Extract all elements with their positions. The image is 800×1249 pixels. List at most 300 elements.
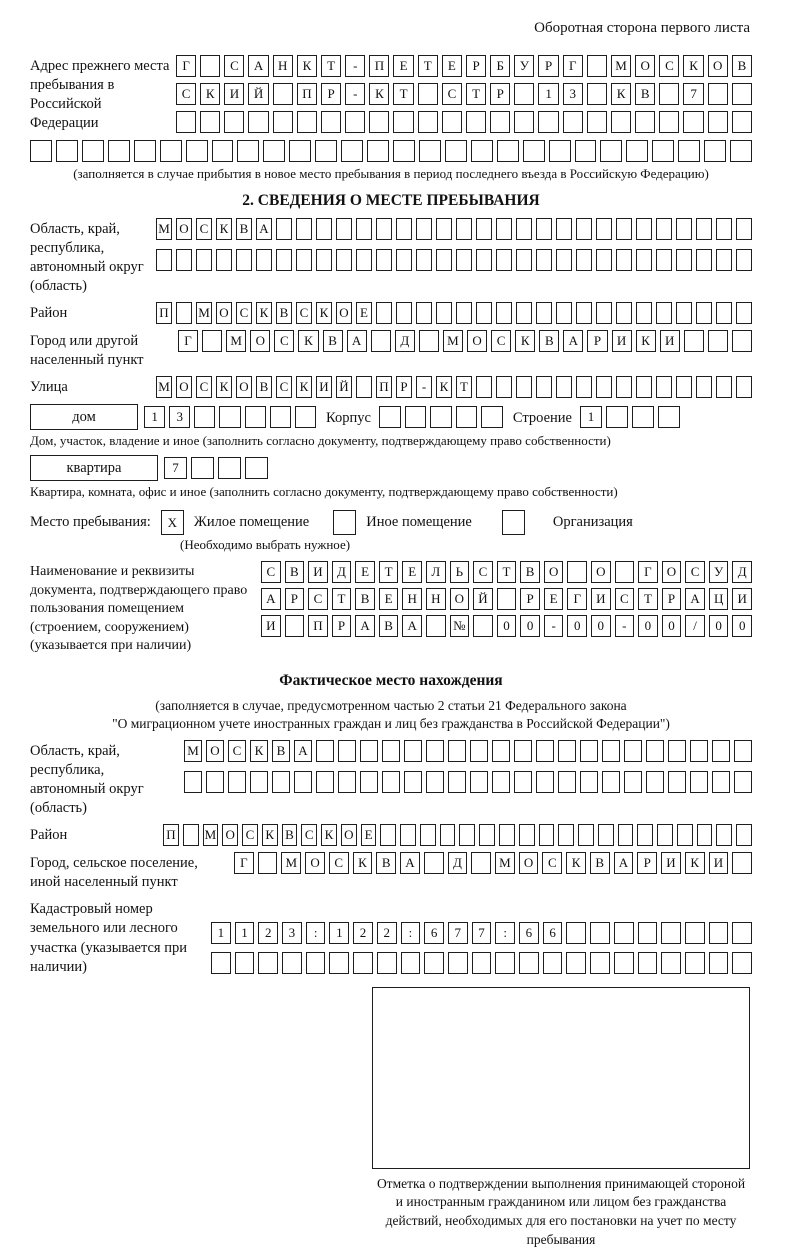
char-cell: А (402, 615, 422, 637)
page-side-note: Оборотная сторона первого листа (534, 20, 750, 36)
char-cell: Т (418, 55, 438, 77)
char-cell (496, 376, 512, 398)
char-cell (356, 249, 372, 271)
char-cell (709, 922, 729, 944)
char-cell: С (236, 302, 252, 324)
char-cell (400, 824, 416, 846)
char-cell: О (250, 330, 270, 352)
char-cell (472, 952, 492, 974)
char-cell: И (660, 330, 680, 352)
house-block (30, 404, 752, 430)
char-cell (519, 952, 539, 974)
char-cell: Р (490, 83, 510, 105)
char-cell (716, 824, 732, 846)
char-cell: 7 (472, 922, 492, 944)
char-cell (536, 218, 552, 240)
char-cell (556, 302, 572, 324)
char-cell: С (242, 824, 258, 846)
char-cell: 7 (164, 457, 187, 479)
char-cell: О (662, 561, 682, 583)
char-cell (393, 140, 415, 162)
char-cell (676, 302, 692, 324)
document-row-1 (261, 561, 752, 583)
char-cell (333, 510, 356, 535)
char-cell: М (611, 55, 631, 77)
prev-address-row-2 (176, 83, 752, 105)
char-cell: Т (466, 83, 486, 105)
char-cell (396, 302, 412, 324)
char-cell (637, 824, 653, 846)
house-number-cells (144, 406, 316, 428)
char-cell (536, 771, 554, 793)
char-cell (382, 740, 400, 762)
char-cell: Е (544, 588, 564, 610)
char-cell (618, 824, 634, 846)
char-cell: В (272, 740, 290, 762)
char-cell (652, 140, 674, 162)
char-cell: Д (332, 561, 352, 583)
stay-type-row (30, 510, 752, 535)
char-cell: М (443, 330, 463, 352)
char-cell (696, 376, 712, 398)
char-cell: А (347, 330, 367, 352)
char-cell: Е (361, 824, 377, 846)
char-cell (316, 218, 332, 240)
char-cell: Й (336, 376, 352, 398)
char-cell (734, 740, 752, 762)
char-cell: С (329, 852, 349, 874)
char-cell: О (222, 824, 238, 846)
char-cell (448, 952, 468, 974)
char-cell: Р (396, 376, 412, 398)
char-cell (616, 376, 632, 398)
char-cell (430, 406, 452, 428)
char-cell (108, 140, 130, 162)
char-cell (376, 218, 392, 240)
actual-location-note-1: (заполняется в случае, предусмотренном частью 2 статьи 21 Федерального закона (155, 697, 627, 713)
char-cell (516, 218, 532, 240)
char-cell: К (369, 83, 389, 105)
char-cell: Г (567, 588, 587, 610)
char-cell: Г (563, 55, 583, 77)
char-cell (256, 249, 272, 271)
char-cell: - (345, 55, 365, 77)
char-cell (497, 140, 519, 162)
char-cell: 3 (563, 83, 583, 105)
char-cell: В (635, 83, 655, 105)
char-cell (367, 140, 389, 162)
char-cell: Г (178, 330, 198, 352)
char-cell (196, 249, 212, 271)
char-cell: Р (637, 852, 657, 874)
char-cell: В (285, 561, 305, 583)
char-cell (315, 140, 337, 162)
char-cell (470, 771, 488, 793)
char-cell (543, 952, 563, 974)
char-cell (538, 111, 558, 133)
char-cell (636, 376, 652, 398)
char-cell: 0 (638, 615, 658, 637)
char-cell: К (200, 83, 220, 105)
char-cell (471, 140, 493, 162)
stay-option-organization-label: Организация (552, 514, 633, 531)
char-cell: А (614, 852, 634, 874)
char-cell: А (248, 55, 268, 77)
char-cell (736, 376, 752, 398)
char-cell (176, 111, 196, 133)
char-cell (276, 218, 292, 240)
char-cell: Е (393, 55, 413, 77)
actual-location-note-2: "О миграционном учете иностранных граждан и лиц без гражданства в Российской Федерации") (112, 715, 670, 731)
char-cell: Т (638, 588, 658, 610)
char-cell: К (436, 376, 452, 398)
char-cell (424, 852, 444, 874)
char-cell (258, 852, 278, 874)
char-cell (668, 740, 686, 762)
char-cell (596, 376, 612, 398)
char-cell (211, 952, 231, 974)
char-cell (416, 302, 432, 324)
prev-address-row-1 (176, 55, 752, 77)
char-cell (658, 406, 680, 428)
char-cell (329, 952, 349, 974)
char-cell: В (732, 55, 752, 77)
char-cell: Л (426, 561, 446, 583)
apartment-type-box: квартира (30, 455, 158, 481)
actual-region-row-2 (184, 771, 752, 793)
char-cell (459, 824, 475, 846)
stamp-box (372, 987, 750, 1169)
char-cell (377, 952, 397, 974)
region-block (30, 218, 752, 297)
stay-type-note: (Необходимо выбрать нужное) (180, 537, 351, 553)
char-cell (616, 302, 632, 324)
char-cell: В (590, 852, 610, 874)
char-cell: / (685, 615, 705, 637)
prev-address-row-3 (176, 111, 752, 133)
char-cell: А (563, 330, 583, 352)
char-cell (404, 771, 422, 793)
char-cell (578, 824, 594, 846)
char-cell: О (519, 852, 539, 874)
char-cell: 1 (329, 922, 349, 944)
char-cell (356, 376, 372, 398)
char-cell (598, 824, 614, 846)
city-label: Город или другой населенный пункт (30, 333, 144, 369)
char-cell: Т (321, 55, 341, 77)
char-cell: 6 (543, 922, 563, 944)
char-cell (476, 302, 492, 324)
char-cell: К (685, 852, 705, 874)
char-cell (514, 771, 532, 793)
char-cell: О (591, 561, 611, 583)
char-cell: И (709, 852, 729, 874)
char-cell (30, 140, 52, 162)
char-cell: Т (379, 561, 399, 583)
char-cell (638, 922, 658, 944)
char-cell: : (306, 922, 326, 944)
char-cell: 1 (538, 83, 558, 105)
char-cell (321, 111, 341, 133)
char-cell: Е (356, 302, 372, 324)
char-cell (499, 824, 515, 846)
char-cell (250, 771, 268, 793)
char-cell: С (308, 588, 328, 610)
char-cell (616, 249, 632, 271)
char-cell: И (316, 376, 332, 398)
char-cell (716, 218, 732, 240)
region-row-1 (156, 218, 752, 240)
char-cell (614, 922, 634, 944)
char-cell: П (369, 55, 389, 77)
char-cell (418, 111, 438, 133)
city-block (30, 330, 752, 370)
char-cell (481, 406, 503, 428)
char-cell (685, 952, 705, 974)
char-cell: В (376, 852, 396, 874)
char-cell (360, 740, 378, 762)
char-cell (473, 615, 493, 637)
char-cell (476, 376, 492, 398)
char-cell (495, 952, 515, 974)
char-cell (690, 740, 708, 762)
char-cell: Е (402, 561, 422, 583)
stroenie-label: Строение (512, 410, 572, 427)
char-cell: К (297, 55, 317, 77)
char-cell (596, 218, 612, 240)
char-cell (245, 457, 268, 479)
char-cell: О (176, 218, 192, 240)
char-cell: А (355, 615, 375, 637)
char-cell: Ь (450, 561, 470, 583)
char-cell (496, 249, 512, 271)
char-cell (736, 249, 752, 271)
char-cell: К (256, 302, 272, 324)
actual-district-block (30, 824, 752, 846)
char-cell: В (236, 218, 252, 240)
char-cell (258, 952, 278, 974)
char-cell: В (323, 330, 343, 352)
char-cell (470, 740, 488, 762)
char-cell (539, 824, 555, 846)
char-cell (191, 457, 214, 479)
house-note: Дом, участок, владение и иное (заполнить согласно документу, подтверждающему право собственности) (30, 433, 611, 449)
char-cell: О (206, 740, 224, 762)
char-cell (216, 249, 232, 271)
char-cell (614, 952, 634, 974)
char-cell (492, 740, 510, 762)
char-cell (636, 218, 652, 240)
char-cell: 2 (258, 922, 278, 944)
char-cell (183, 824, 199, 846)
char-cell: 0 (709, 615, 729, 637)
char-cell: О (216, 302, 232, 324)
char-cell (448, 771, 466, 793)
char-cell: : (401, 922, 421, 944)
char-cell (476, 218, 492, 240)
char-cell (656, 249, 672, 271)
char-cell: Е (379, 588, 399, 610)
char-cell: С (274, 330, 294, 352)
char-cell (224, 111, 244, 133)
char-cell (712, 771, 730, 793)
char-cell (134, 140, 156, 162)
char-cell (194, 406, 215, 428)
char-cell (646, 740, 664, 762)
region-row-2 (156, 249, 752, 271)
char-cell: К (298, 330, 318, 352)
char-cell: С (542, 852, 562, 874)
char-cell (646, 771, 664, 793)
document-label: Наименование и реквизиты документа, подтверждающего право пользования помещением (строением, сооружением) (указывается при наличии) (30, 564, 248, 654)
char-cell (587, 83, 607, 105)
char-cell (704, 140, 726, 162)
char-cell (697, 824, 713, 846)
char-cell: И (261, 615, 281, 637)
char-cell (576, 249, 592, 271)
street-row (156, 376, 752, 398)
char-cell: Т (456, 376, 472, 398)
char-cell (376, 249, 392, 271)
char-cell: 2 (353, 922, 373, 944)
char-cell (393, 111, 413, 133)
char-cell (276, 249, 292, 271)
char-cell: О (635, 55, 655, 77)
char-cell (282, 952, 302, 974)
char-cell (273, 111, 293, 133)
char-cell (596, 302, 612, 324)
char-cell (436, 249, 452, 271)
char-cell (683, 111, 703, 133)
char-cell (380, 824, 396, 846)
char-cell (708, 111, 728, 133)
char-cell (338, 771, 356, 793)
char-cell (516, 302, 532, 324)
char-cell: У (514, 55, 534, 77)
char-cell (502, 510, 525, 535)
char-cell: О (305, 852, 325, 874)
stamp-area (30, 987, 750, 1249)
char-cell (536, 376, 552, 398)
actual-city-label: Город, сельское поселение, иной населенный пункт (30, 855, 198, 891)
char-cell: 7 (683, 83, 703, 105)
actual-city-row (234, 852, 752, 874)
stamp-note: Отметка о подтверждении выполнения принимающей стороной и иностранным гражданином или лицом без гражданства действий, необходимых для его постановки на учет по месту пребывания (376, 1175, 746, 1247)
char-cell: А (685, 588, 705, 610)
char-cell: 0 (732, 615, 752, 637)
char-cell (635, 111, 655, 133)
char-cell: П (163, 824, 179, 846)
char-cell: С (301, 824, 317, 846)
char-cell (656, 376, 672, 398)
char-cell (235, 952, 255, 974)
char-cell: Й (473, 588, 493, 610)
apartment-number-cells (164, 457, 268, 479)
char-cell (624, 740, 642, 762)
char-cell (176, 302, 192, 324)
char-cell (316, 740, 334, 762)
char-cell (497, 588, 517, 610)
char-cell (615, 561, 635, 583)
char-cell: А (261, 588, 281, 610)
char-cell (420, 824, 436, 846)
district-row (156, 302, 752, 324)
char-cell (341, 140, 363, 162)
char-cell (237, 140, 259, 162)
char-cell (426, 771, 444, 793)
char-cell: О (236, 376, 252, 398)
char-cell: С (685, 561, 705, 583)
char-cell (536, 249, 552, 271)
actual-location-title: Фактическое место нахождения (279, 671, 503, 689)
char-cell (590, 922, 610, 944)
char-cell (338, 740, 356, 762)
stay-option-organization-checkbox (502, 510, 525, 535)
char-cell (712, 740, 730, 762)
char-cell: М (495, 852, 515, 874)
char-cell (419, 330, 439, 352)
char-cell (296, 249, 312, 271)
char-cell (369, 111, 389, 133)
char-cell (696, 302, 712, 324)
char-cell (566, 952, 586, 974)
char-cell: М (281, 852, 301, 874)
char-cell (336, 218, 352, 240)
actual-city-block (30, 852, 752, 892)
char-cell (709, 952, 729, 974)
char-cell: Р (538, 55, 558, 77)
actual-district-label: Район (30, 827, 68, 844)
char-cell (732, 111, 752, 133)
char-cell (360, 771, 378, 793)
char-cell (659, 111, 679, 133)
char-cell: Р (285, 588, 305, 610)
char-cell (536, 302, 552, 324)
char-cell (289, 140, 311, 162)
char-cell: 0 (591, 615, 611, 637)
char-cell (184, 771, 202, 793)
char-cell (636, 249, 652, 271)
char-cell (336, 249, 352, 271)
char-cell: 1 (235, 922, 255, 944)
char-cell (456, 406, 478, 428)
char-cell: Р (321, 83, 341, 105)
char-cell (602, 771, 620, 793)
char-cell (732, 922, 752, 944)
char-cell (396, 249, 412, 271)
cadastral-block (30, 898, 752, 977)
char-cell (202, 330, 222, 352)
char-cell: И (308, 561, 328, 583)
char-cell (602, 740, 620, 762)
char-cell (404, 740, 422, 762)
char-cell: К (636, 330, 656, 352)
char-cell: В (520, 561, 540, 583)
char-cell: 6 (519, 922, 539, 944)
char-cell (228, 771, 246, 793)
char-cell (556, 218, 572, 240)
char-cell (273, 83, 293, 105)
stay-option-residential-checkbox (161, 510, 184, 535)
char-cell (536, 740, 554, 762)
char-cell: М (196, 302, 212, 324)
prev-address-label: Адрес прежнего места пребывания в Российской Федерации (30, 58, 170, 132)
char-cell: О (341, 824, 357, 846)
char-cell: С (276, 376, 292, 398)
cadastral-row-1 (211, 922, 752, 944)
char-cell (294, 771, 312, 793)
char-cell: - (544, 615, 564, 637)
